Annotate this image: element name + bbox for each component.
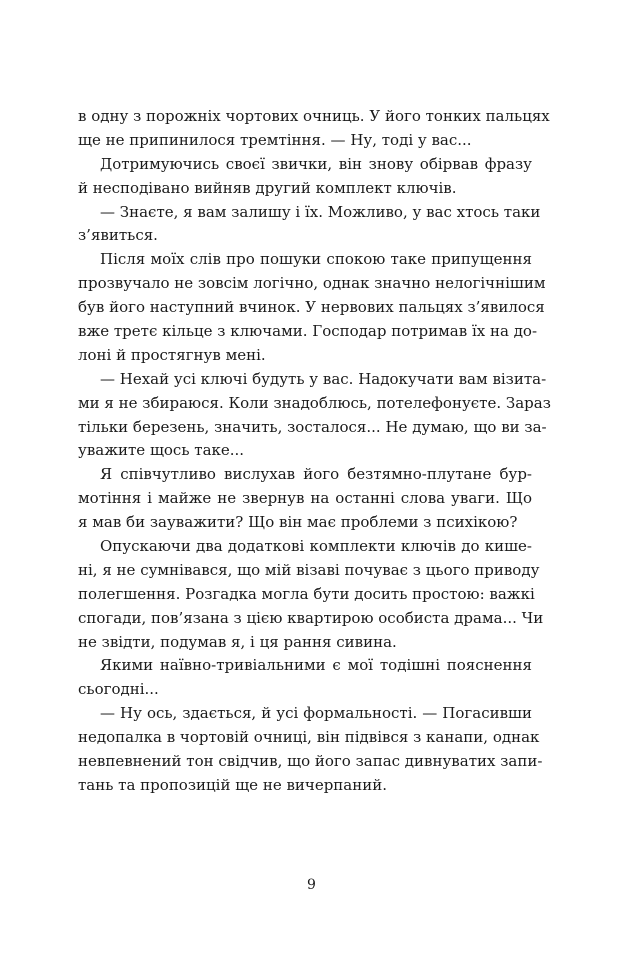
text-line: недопалка в чортовій очниці, він підвівся з канапи, однак: [78, 728, 540, 747]
text-line: ще не припинилося тремтіння. — Ну, тоді у вас...: [78, 130, 472, 149]
paragraph: [78, 702, 543, 798]
text-line: Якими наївно-тривіальними є мої тодішні пояснення: [100, 656, 532, 675]
text-line: я мав би зауважити? Що він має проблеми з психікою?: [78, 513, 518, 532]
text-line: був його наступний вчинок. У нервових пальцях з’явилося: [78, 298, 545, 317]
text-line: полегшення. Розгадка могла бути досить простою: важкі: [78, 584, 535, 603]
body-text: [78, 105, 551, 798]
text-line: сьогодні...: [78, 680, 159, 699]
text-line: спогади, пов’язана з цією квартирою особиста драма... Чи: [78, 608, 544, 627]
text-line: — Нехай усі ключі будуть у вас. Надокучати вам візита-: [100, 369, 547, 388]
page-number: 9: [307, 877, 316, 893]
text-line: лоні й простягнув мені.: [78, 345, 266, 364]
paragraph: [78, 105, 550, 153]
text-line: Опускаючи два додаткові комплекти ключів до кише-: [100, 537, 532, 556]
text-line: невпевнений тон свідчив, що його запас дивнуватих запи-: [78, 752, 543, 771]
text-line: ми я не збираюся. Коли знадоблюсь, потелефонуєте. Зараз: [78, 393, 551, 412]
paragraph: [78, 153, 532, 201]
text-line: Я співчутливо вислухав його безтямно-плутане бур-: [100, 465, 532, 484]
paragraph: [78, 368, 551, 464]
text-line: з’явиться.: [78, 226, 158, 245]
text-line: уважите щось таке...: [78, 441, 245, 460]
text-line: ні, я не сумнівався, що мій візаві почуває з цього приводу: [78, 560, 540, 579]
text-line: й несподівано вийняв другий комплект ключів.: [78, 178, 457, 197]
text-line: мотіння і майже не звернув на останні слова уваги. Що: [78, 489, 532, 508]
text-line: вже третє кільце з ключами. Господар потримав їх на до-: [78, 322, 538, 341]
text-line: тільки березень, значить, зосталося... Не думаю, що ви за-: [78, 417, 547, 436]
text-line: тань та пропозицій ще не вичерпаний.: [78, 775, 388, 794]
text-line: в одну з порожніх чортових очниць. У його тонких пальцях: [78, 107, 550, 125]
paragraph: [78, 463, 532, 535]
paragraph: [78, 201, 541, 249]
text-line: — Знаєте, я вам залишу і їх. Можливо, у вас хтось таки: [100, 202, 541, 221]
paragraph: [78, 248, 546, 367]
text-line: не звідти, подумав я, і ця рання сивина.: [78, 632, 397, 651]
text-line: Після моїх слів про пошуки спокою таке припущення: [100, 250, 532, 269]
text-line: — Ну ось, здається, й усі формальності. — Погасивши: [100, 704, 532, 723]
text-line: Дотримуючись своєї звички, він знову обірвав фразу: [100, 154, 532, 173]
paragraph: [78, 535, 544, 654]
text-line: прозвучало не зовсім логічно, однак значно нелогічнішим: [78, 274, 546, 293]
paragraph: [78, 654, 532, 702]
